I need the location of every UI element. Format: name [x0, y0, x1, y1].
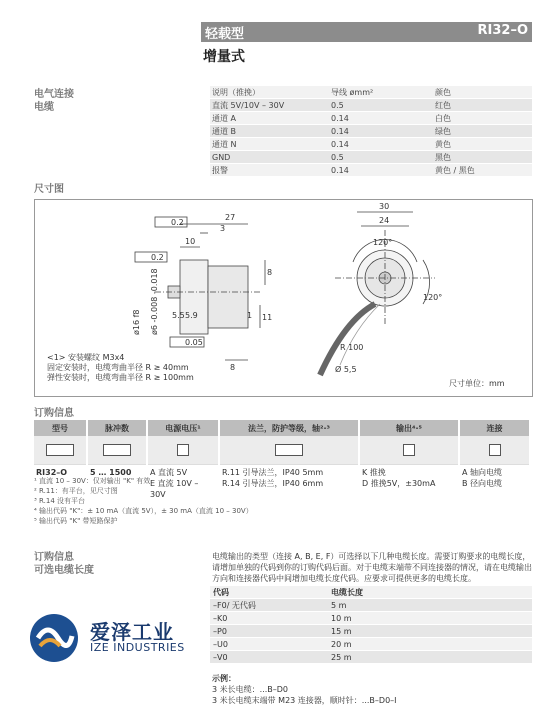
table-row: 通道 N 0.14 黄色 [210, 138, 532, 151]
table-row: 直流 5V/10V – 30V 0.5 红色 [210, 99, 532, 112]
table-row: 通道 B 0.14 绿色 [210, 125, 532, 138]
dim-59: 5.9 [185, 311, 198, 320]
dim-11: 11 [262, 313, 273, 322]
logo-en: IZE INDUSTRIES [90, 641, 185, 654]
cable-example: 示例： 3 米长电缆：...B–D0 3 米长电缆末端带 M23 连接器，顺时针：...B–D0–I [212, 674, 397, 705]
dimension-drawing-svg [35, 200, 532, 396]
header-model: RI32–O [477, 23, 528, 38]
order-header-output: 输出⁴·⁵ [359, 420, 459, 436]
logo-cn: 爱泽工业 [90, 620, 174, 644]
order-footnotes: ¹ 直流 10 – 30V：仅对输出 "K" 有效 ² R.11：有平台，见尺寸图 ³ R.14 没有平台 ⁴ 输出代码 "K"：± 10 mA（直流 5V），± 30 mA（直流 10 – 30V） ⁵ 输出代码 "K" 带短路保护 [34, 477, 253, 525]
header-bar [201, 22, 532, 42]
table-row: GND 0.5 黑色 [210, 151, 532, 164]
col-wire: 导线 ømm² [329, 86, 433, 99]
dim-24: 24 [379, 216, 390, 225]
cable-side-heading: 订购信息 可选电缆长度 [34, 552, 94, 576]
cable-length-table [210, 586, 532, 664]
dim-3: 3 [220, 224, 226, 233]
order-header-flange: 法兰，防护等级，轴²·³ [219, 420, 359, 436]
dimensions-side-heading: 尺寸图 [34, 184, 64, 195]
voltage-code-box[interactable] [177, 444, 189, 456]
dim-note2: 固定安装时，电缆弯曲半径 R ≥ 40mm [47, 363, 189, 372]
dim-55: 5.5 [172, 311, 185, 320]
table-row [34, 420, 530, 436]
electrical-side-heading [34, 88, 74, 114]
order-header-voltage: 电源电压¹ [147, 420, 219, 436]
electrical-side-line1: 电气连接 [34, 89, 74, 100]
dim-02: 0.2 [171, 218, 184, 227]
header-title: 轻载型 [205, 27, 245, 42]
col-desc: 说明（推挽） [210, 86, 329, 99]
pulses-code-box[interactable] [103, 444, 131, 456]
table-row [34, 436, 530, 465]
dim-30: 30 [379, 202, 390, 211]
table-row: –F0/ 无代码 5 m [210, 599, 532, 612]
output-code-box[interactable] [403, 444, 415, 456]
dim-r100: R 100 [340, 343, 364, 352]
table-row: –P0 15 m [210, 625, 532, 638]
connection-code-box[interactable] [489, 444, 501, 456]
electrical-table [210, 86, 532, 177]
page-subtitle: 增量式 [203, 49, 245, 65]
col-color: 颜色 [433, 86, 532, 99]
table-row: 报警 0.14 黄色 / 黑色 [210, 164, 532, 177]
table-row: RI32–O 5 … 1500 A 直流 5V E 直流 10V – 30V R.11 引导法兰，IP40 5mm R.14 引导法兰，IP40 6mm K 推挽 D 推挽5V，±30mA A 轴向电缆 B 径向电缆 [34, 465, 530, 503]
model-code-box[interactable] [46, 444, 74, 456]
order-header-connection: 连接 [459, 420, 530, 436]
electrical-side-line2: 电缆 [34, 102, 54, 113]
dim-120b: 120° [423, 293, 443, 302]
table-row: –K0 10 m [210, 612, 532, 625]
encoder-body-side [180, 260, 208, 334]
table-row: –U0 20 m [210, 638, 532, 651]
encoder-housing-side [208, 266, 248, 328]
dim-o55: Ø 5,5 [335, 365, 357, 374]
dim-6: ø6 -0.008 -0.018 [150, 268, 159, 335]
order-header-pulses: 脉冲数 [87, 420, 147, 436]
table-row: 代码 电缆长度 [210, 586, 532, 599]
table-row: 通道 A 0.14 白色 [210, 112, 532, 125]
dim-27: 27 [225, 213, 236, 222]
flange-code-box[interactable] [275, 444, 303, 456]
order-header-model: 型号 [34, 420, 87, 436]
company-logo-icon [28, 612, 80, 664]
dimension-drawing [34, 199, 533, 397]
table-row: –V0 25 m [210, 651, 532, 664]
cable-intro: 电缆输出的类型（连接 A, B, E, F）可选择以下几种电缆长度。需要订购要求的电缆长度，请增加单独的代码到你的订购代码后面。对于电缆末端带不同连接器的情况，请在电缆输出方向和连接器代码中间增加电缆长度代码。应要求可提供更多的电缆长度。 [212, 552, 532, 583]
dim-8: 8 [267, 268, 273, 277]
dim-16: ø16 f8 [132, 309, 141, 335]
dim-8b: 8 [230, 363, 236, 372]
dim-note1: <1> 安装螺纹 M3x4 [47, 353, 125, 362]
order-model: RI32–O [34, 465, 87, 503]
dim-note3: 弹性安装时，电缆弯曲半径 R ≥ 100mm [47, 373, 194, 382]
dim-1: 1 [247, 311, 253, 320]
table-row [210, 86, 532, 99]
dim-120a: 120° [373, 238, 393, 247]
order-pulses: 5 … 1500 [87, 465, 147, 503]
dim-unit: 尺寸单位：mm [449, 379, 505, 388]
dim-02b: 0.2 [151, 253, 164, 262]
dim-005: 0.05 [185, 338, 203, 347]
dim-10: 10 [185, 237, 196, 246]
order-side-heading: 订购信息 [34, 408, 74, 419]
